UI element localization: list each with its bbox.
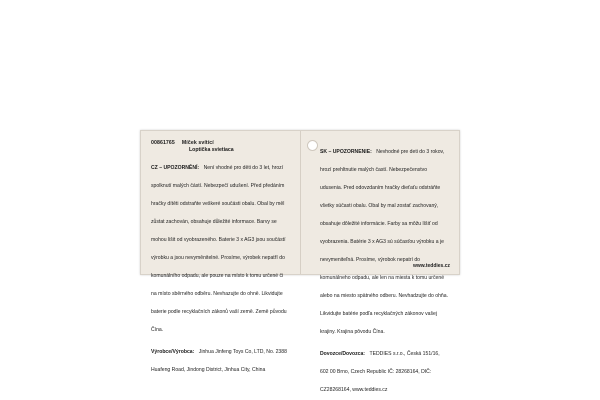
punch-hole-icon xyxy=(307,140,318,151)
warning-heading-sk: SK – UPOZORNENIE: xyxy=(320,149,372,155)
manufacturer-label: Výrobce/Výrobca: xyxy=(151,349,195,355)
importer-block xyxy=(320,342,449,396)
warning-text-sk: Nevhodné pre deti do 3 rokov, hrozí prehltnutie malých častí. Nebezpečenstvo udusenia. Pred odovzdaním hračky dieťaťu odstráňte všetky súčasti obalu. Obal by mal zostať zachovaný, obsahuje dôležité informácie. Farby sa môžu líšiť od vyobrazenia. Batérie 3 x AG3 sú súčasťou výrobku a je nevymeniteľná. Prosíme, výrobok nepatrí do komunálneho odpadu, ale len na miesta k tomu určené alebo na miesto spätného odberu. Nevhadzujte do ohňa. Likvidujte batérie podľa recyklačných zákonov vašej krajiny. Krajina pôvodu Čína. xyxy=(320,149,449,335)
sku-and-product-line xyxy=(151,140,290,146)
sku-code: 00861765 xyxy=(151,140,175,146)
importer-text: TEDDIES s.r.o., Česká 151/16, 602 00 Brno, Czech Republic IČ: 28268164, DIČ: CZ28268164, www.teddies.cz xyxy=(320,351,440,393)
product-hang-tag xyxy=(140,130,460,393)
warning-block-cz xyxy=(151,156,290,336)
website-text: www.teddies.cz xyxy=(412,263,450,269)
product-name-sk: Loptička svietiaca xyxy=(189,147,234,153)
warning-block-sk xyxy=(320,140,449,338)
warning-text-cz: Není vhodné pro děti do 3 let, hrozí spolknutí malých částí. Nebezpečí udušení. Před předáním hračky dítěti odstraňte veškeré součásti obalu. Obal by měl zůstat zachován, obsahuje důležité informace. Barvy se mohou lišit od vyobrazeného. Baterie 3 x AG3 jsou součástí výrobku a jsou nevyměnitelné. Prosíme, výrobek nepatří do komunálního odpadu, ale pouze na místo k tomu určené či na místo sběrného odběru. Nevhazujte do ohně. Likvidujte baterie podle recyklačních zákonů vaší země. Země původu Čína. xyxy=(151,165,287,333)
manufacturer-block xyxy=(151,340,290,376)
manufacturer-text: Jinhua Jinfeng Toys Co, LTD, No. 2388 Huafeng Road, Jindong District, Jinhua City, China xyxy=(151,349,287,373)
right-panel-sk xyxy=(300,131,459,393)
left-panel-cz xyxy=(141,131,300,373)
product-name-cz: Míček svítící xyxy=(181,140,214,146)
warning-heading-cz: CZ – UPOZORNĚNÍ: xyxy=(151,165,200,171)
importer-label: Dovozce/Dovozca: xyxy=(320,351,366,357)
